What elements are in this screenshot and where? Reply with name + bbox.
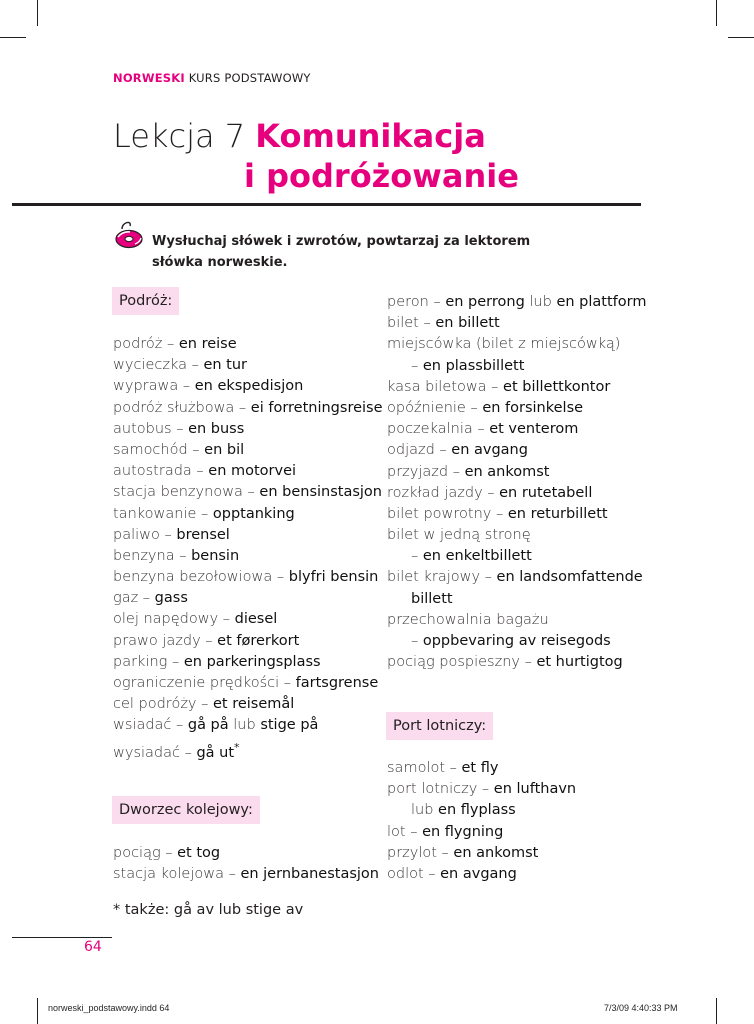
norwegian-term: en buss <box>188 420 245 437</box>
polish-term: – <box>411 548 423 565</box>
polish-term: przyjazd – <box>387 463 465 480</box>
polish-term: tankowanie – <box>113 505 213 522</box>
norwegian-term: billett <box>411 590 453 607</box>
norwegian-term: en avgang <box>440 865 517 882</box>
polish-term: lot – <box>387 823 423 840</box>
vocab-list-dworzec-right <box>387 292 646 673</box>
polish-term: paliwo – <box>113 526 177 543</box>
polish-term: autobus – <box>113 420 189 437</box>
norwegian-term: et hurtigtog <box>536 654 623 671</box>
vocab-entry <box>113 715 383 736</box>
vocab-entry <box>387 843 576 864</box>
norwegian-term: en ankomst <box>453 844 539 861</box>
page-number: 64 <box>84 939 102 955</box>
norwegian-term: en flyplass <box>438 802 516 819</box>
polish-term: lub <box>411 802 439 819</box>
norwegian-term: en perrong <box>445 294 525 310</box>
vocab-entry <box>387 356 646 377</box>
vocab-entry <box>113 673 383 694</box>
crop-mark <box>716 0 717 26</box>
polish-term: bilet – <box>387 315 436 332</box>
norwegian-term: en landsomfattende <box>496 569 643 586</box>
polish-term: poczekalnia – <box>387 421 490 438</box>
vocab-entry <box>387 440 646 461</box>
vocab-entry <box>387 589 646 610</box>
polish-term: odjazd – <box>387 442 452 459</box>
polish-term: wycieczka – <box>113 357 204 374</box>
polish-term: – <box>411 357 423 374</box>
vocab-list-port <box>387 758 576 885</box>
vocab-entry <box>387 483 646 504</box>
polish-term: autostrada – <box>113 463 209 480</box>
vocab-entry <box>387 864 576 885</box>
norwegian-term: brensel <box>176 526 230 543</box>
vocab-entry <box>113 440 383 461</box>
polish-term: peron – <box>387 294 446 310</box>
section-heading-dworzec: Dworzec kolejowy: <box>112 796 260 824</box>
vocab-entry <box>387 419 646 440</box>
polish-term: odlot – <box>387 865 441 882</box>
vocab-entry <box>113 355 383 376</box>
norwegian-term: en returbillett <box>507 505 608 522</box>
polish-term: wsiadać – <box>113 717 188 734</box>
polish-term: miejscówka (bilet z miejscówką) <box>387 336 621 353</box>
polish-term: samolot – <box>387 760 462 776</box>
norwegian-term: gå på <box>187 717 229 734</box>
norwegian-term-alt: stige på <box>260 717 319 734</box>
footnote-no2: stige av <box>245 902 304 918</box>
polish-term: bilet w jedną stronę <box>387 527 531 544</box>
vocab-entry <box>113 652 383 673</box>
polish-term: parking – <box>113 653 184 670</box>
vocab-entry <box>113 588 383 609</box>
vocab-entry <box>387 822 576 843</box>
vocab-entry <box>387 313 646 334</box>
norwegian-term: en billett <box>435 315 500 332</box>
norwegian-term: en bil <box>204 441 245 458</box>
crop-mark <box>0 37 26 38</box>
norwegian-term: oppbevaring av reisegods <box>422 633 611 649</box>
lesson-topic-line1: Komunikacja <box>255 117 486 155</box>
polish-connector: lub <box>228 717 261 734</box>
norwegian-term: et venterom <box>489 421 579 438</box>
vocab-entry <box>113 631 383 652</box>
vocab-entry <box>387 398 646 419</box>
vocab-entry <box>113 737 383 761</box>
vocab-entry <box>113 482 383 503</box>
polish-term: cel podróży – <box>113 696 213 713</box>
polish-term: olej napędowy – <box>113 611 235 628</box>
norwegian-term: diesel <box>234 611 278 628</box>
norwegian-term: en avgang <box>451 442 528 459</box>
polish-term: wyprawa – <box>113 378 195 395</box>
running-header <box>113 71 311 85</box>
polish-term: rozkład jazdy – <box>387 484 500 501</box>
norwegian-term: en rutetabell <box>499 484 593 501</box>
norwegian-term: gass <box>154 590 188 607</box>
norwegian-term: fartsgrense <box>295 675 379 691</box>
polish-term: – <box>411 633 423 649</box>
polish-term: wysiadać – <box>113 744 197 761</box>
norwegian-term: en reise <box>178 336 237 352</box>
vocab-entry <box>387 504 646 525</box>
lesson-number: Lekcja 7 <box>113 117 256 155</box>
instruction-text <box>152 231 532 273</box>
polish-term: stacja benzynowa – <box>113 484 260 501</box>
vocab-entry <box>113 398 383 419</box>
slug-file: norweski_podstawowy.indd 64 <box>48 1003 170 1013</box>
norwegian-term: et reisemål <box>213 696 295 713</box>
polish-term: opóźnienie – <box>387 399 483 416</box>
crop-mark <box>728 37 754 38</box>
vocab-entry <box>113 376 383 397</box>
norwegian-term: et fly <box>461 760 499 776</box>
title-rule <box>12 203 641 206</box>
lesson-topic-line2: i podróżowanie <box>244 157 519 195</box>
norwegian-term: en ekspedisjon <box>194 378 304 395</box>
vocab-entry <box>387 800 576 821</box>
vocab-list-podroz <box>113 334 383 761</box>
footnote-no: gå av <box>173 902 215 918</box>
vocab-entry <box>113 525 383 546</box>
polish-term: podróż – <box>113 336 179 352</box>
vocab-entry <box>387 334 646 355</box>
norwegian-term: en lufthavn <box>493 781 577 798</box>
polish-term: przechowalnia bagażu <box>387 611 549 628</box>
polish-term: prawo jazdy – <box>113 632 218 649</box>
norwegian-term-alt: en plattform <box>556 294 647 310</box>
vocab-entry <box>387 631 646 652</box>
section-heading-podroz: Podróż: <box>112 287 179 315</box>
norwegian-term: en bensinstasjon <box>259 484 382 501</box>
polish-term: podróż służbowa – <box>113 399 251 416</box>
lesson-title <box>113 116 486 156</box>
vocab-entry <box>387 462 646 483</box>
footnote-marker: * <box>234 740 240 754</box>
vocab-entry <box>113 694 383 715</box>
instruction-line-2: słówka norweskie. <box>152 255 288 270</box>
vocab-list-dworzec-left <box>113 843 379 885</box>
vocab-entry <box>387 525 646 546</box>
header-brand: NORWESKI <box>113 71 185 85</box>
vocab-entry <box>387 292 646 313</box>
polish-term: benzyna – <box>113 547 192 564</box>
vocab-entry <box>113 461 383 482</box>
norwegian-term: en plassbillett <box>422 357 525 374</box>
polish-term: gaz – <box>113 590 155 607</box>
vocab-entry <box>387 758 576 779</box>
norwegian-term: et tog <box>177 845 221 861</box>
crop-mark <box>37 0 38 26</box>
polish-term: bilet krajowy – <box>387 569 497 586</box>
polish-term: ograniczenie prędkości – <box>113 675 296 691</box>
norwegian-term: en enkeltbillett <box>422 548 532 565</box>
vocab-entry <box>387 652 646 673</box>
crop-mark <box>716 998 717 1024</box>
vocab-entry <box>113 864 379 885</box>
vocab-entry <box>387 377 646 398</box>
vocab-entry <box>387 779 576 800</box>
vocab-entry <box>113 843 379 864</box>
vocab-entry <box>113 334 383 355</box>
section-heading-port: Port lotniczy: <box>386 712 493 740</box>
footnote-pl2: lub <box>214 902 246 918</box>
crop-mark <box>37 998 38 1024</box>
norwegian-term: en forsinkelse <box>482 399 584 416</box>
norwegian-term: et billettkontor <box>503 378 611 395</box>
polish-term: przylot – <box>387 844 454 861</box>
footnote <box>113 900 303 921</box>
polish-term: pociąg – <box>113 845 178 861</box>
norwegian-term: en ankomst <box>464 463 550 480</box>
headphones-cd-icon <box>113 220 147 250</box>
polish-term: port lotniczy – <box>387 781 494 798</box>
norwegian-term: et førerkort <box>217 632 300 649</box>
norwegian-term: en jernbanestasjon <box>240 866 379 883</box>
polish-term: kasa biletowa – <box>387 378 504 395</box>
norwegian-term: en motorvei <box>208 463 297 480</box>
vocab-entry <box>113 504 383 525</box>
vocab-entry <box>387 610 646 631</box>
vocab-entry <box>113 546 383 567</box>
vocab-entry <box>113 567 383 588</box>
polish-term: stacja kolejowa – <box>113 866 241 883</box>
vocab-entry <box>113 419 383 440</box>
polish-connector: lub <box>524 294 557 310</box>
polish-term: samochód – <box>113 441 205 458</box>
polish-term: benzyna bezołowiowa – <box>113 569 289 586</box>
footnote-pl: * także: <box>113 902 174 918</box>
norwegian-term: en flygning <box>422 823 504 840</box>
header-course: KURS PODSTAWOWY <box>184 71 311 85</box>
footer-rule <box>12 937 112 938</box>
norwegian-term: bensin <box>191 547 240 564</box>
norwegian-term: ei forretningsreise <box>250 399 383 416</box>
slug-date: 7/3/09 4:40:33 PM <box>604 1003 678 1013</box>
vocab-entry <box>387 567 646 588</box>
norwegian-term: blyfri bensin <box>288 569 379 586</box>
polish-term: bilet powrotny – <box>387 505 508 522</box>
norwegian-term: en tur <box>203 357 248 374</box>
norwegian-term: en parkeringsplass <box>183 653 321 670</box>
vocab-entry <box>387 546 646 567</box>
vocab-entry <box>113 609 383 630</box>
instruction-line-1: Wysłuchaj słówek i zwrotów, powtarzaj za lektorem <box>152 234 531 249</box>
norwegian-term: gå ut <box>196 744 235 761</box>
polish-term: pociąg pospieszny – <box>387 654 537 671</box>
norwegian-term: opptanking <box>212 505 295 522</box>
